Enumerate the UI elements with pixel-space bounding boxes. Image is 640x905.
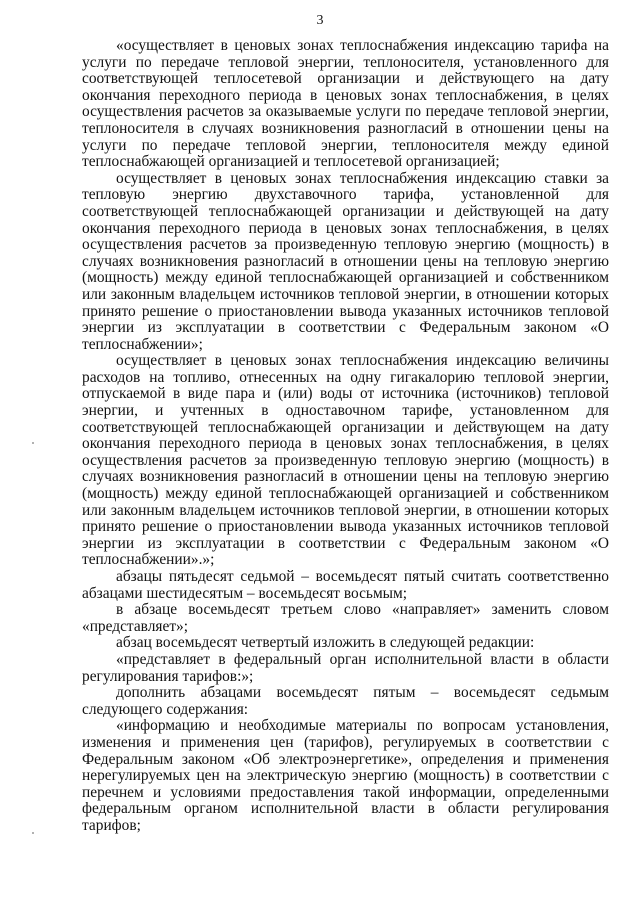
paragraph-new-wording-text: «представляет в федеральный орган исполнительной власти в области регулирования тарифов:»; — [82, 650, 609, 685]
scan-artifact-dot — [32, 832, 34, 834]
paragraph-word-replacement: в абзаце восемьдесят третьем слово «направляет» заменить словом «представляет»; — [82, 601, 609, 635]
paragraph-renumbering: абзацы пятьдесят седьмой – восемьдесят пятый считать соответственно абзацами шестидесятым – восемьдесят восьмым; — [82, 568, 609, 602]
paragraph-new-wording-intro: абзац восемьдесят четвертый изложить в следующей редакции: — [116, 634, 535, 652]
paragraph-fuel-cost-indexation: осуществляет в ценовых зонах теплоснабжения индексацию величины расходов на топливо, отнесенных на одну гигакалорию тепловой энергии, отпускаемой в виде пара и (или) воды от источника (источников) тепловой энергии, и учтенных в одноставочном тарифе, установленном для соответствующей теплоснабжающей организации и действующем на дату окончания переходного периода в ценовых зонах теплоснабжения, в целях осуществления расчетов за произведенную тепловую энергию (мощность) в случаях возникновения разногласий в отношении цены на тепловую энергию (мощность) между единой теплоснабжающей организацией и собственником или законным владельцем источников тепловой энергии, в отношении которых принято решение о приостановлении вывода указанных источников тепловой энергии из эксплуатации в соответствии с Федеральным законом «О теплоснабжении».»; — [82, 352, 609, 569]
page-number: 3 — [316, 13, 324, 28]
scan-artifact-dot — [32, 442, 34, 444]
document-body — [82, 38, 609, 835]
paragraph-supplement-intro: дополнить абзацами восемьдесят пятым – восемьдесят седьмым следующего содержания: — [82, 684, 609, 718]
paragraph-two-rate-tariff-indexation: осуществляет в ценовых зонах теплоснабжения индексацию ставки за тепловую энергию двухставочного тарифа, установленной для соответствующей теплоснабжающей организации и действующей на дату окончания переходного периода в ценовых зонах теплоснабжения, в целях осуществления расчетов за произведенную тепловую энергию (мощность) в случаях возникновения разногласий в отношении цены на тепловую энергию (мощность) между единой теплоснабжающей организацией и собственником или законным владельцем источников тепловой энергии, в отношении которых принято решение о приостановлении вывода указанных источников тепловой энергии из эксплуатации в соответствии с Федеральным законом «О теплоснабжении»; — [82, 169, 609, 353]
paragraph-supplement-text: «информацию и необходимые материалы по вопросам установления, изменения и применения цен (тарифов), регулируемых в соответствии с Федеральным законом «Об электроэнергетике», определения и применения нерегулируемых цен на электрическую энергию (мощность) в соответствии с перечнем и условиями предоставления такой информации, определенными федеральным органом исполнительной власти в области регулирования тарифов; — [82, 717, 609, 834]
paragraph-price-zone-heat-transfer-indexation: «осуществляет в ценовых зонах теплоснабжения индексацию тарифа на услуги по передаче тепловой энергии, теплоносителя, установленного для соответствующей теплосетевой организации и действующего на дату окончания переходного периода в ценовых зонах теплоснабжения, в целях осуществления расчетов за оказываемые услуги по передаче тепловой энергии, теплоносителя в случаях возникновения разногласий в отношении цены на услуги по передаче тепловой энергии, теплоносителя между единой теплоснабжающей организацией и теплосетевой организацией; — [82, 37, 609, 171]
